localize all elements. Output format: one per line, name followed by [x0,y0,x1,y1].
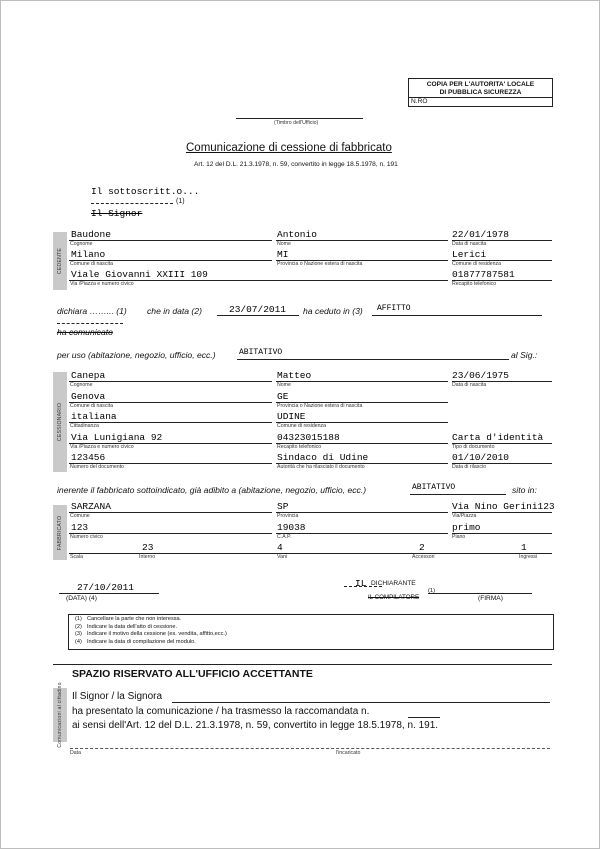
fabbricato-side-label [53,505,67,560]
building-street-value: Via Nino Gerini123 [452,501,555,512]
stamp-line [236,118,363,119]
cessionario-phone-value: 04323015188 [277,432,340,443]
located-in-text: sito in: [512,485,537,495]
cedente-side-text: CEDENTE [57,247,63,275]
building-accessories-label: Accessori [412,554,435,560]
cessionario-residence-label: Comune di residenza [277,423,327,429]
cessionario-doc-number-label: Numero del documento [70,464,124,470]
cedente-side-label [53,232,67,290]
footnotes-box [68,614,554,650]
cessionario-birthplace-label: Comune di nascita [70,403,113,409]
signature-line [428,593,532,594]
cessionario-province-value: GE [277,391,289,402]
cedente-address-value: Viale Giovanni XXIII 109 [71,269,208,280]
struck-compilatore: IL COMPILATORE [368,594,420,601]
struck-il-signor: Il Signor [91,208,143,219]
footnote-1-text: Cancellare la parte che non interessa. [87,616,182,622]
cessionario-citizenship-line [69,422,272,423]
ceded-in-text: ha ceduto in (3) [303,306,363,316]
cedente-residence-label: Comune di residenza [452,261,502,267]
building-interior-label: Interno [139,554,156,560]
compilation-date-line [59,593,159,594]
compilation-date-label: (DATA) (4) [66,595,97,602]
footnote-3 [75,631,227,637]
office-person-text: Il Signor / la Signora [72,691,163,702]
building-number-label: Numero civico [70,534,103,540]
signer-dashed-line [344,586,382,587]
in-date-text: che in data (2) [147,306,202,316]
cedente-cognome-line [69,240,272,241]
footnote-2-number: (2) [75,623,82,630]
building-rooms-label: Vani [277,554,287,560]
document-subtitle: Art. 12 del D.L. 21.3.1978, n. 59, convertito in legge 18.5.1978, n. 191 [194,161,398,168]
building-floor-value: primo [452,522,481,533]
building-use-value: ABITATIVO [412,483,456,492]
building-province-line [276,512,448,513]
cessionario-birthplace-value: Genova [71,391,106,402]
signer-dichiarante-text: DICHIARANTE [371,580,416,587]
cedente-birthplace-label: Comune di nascita [70,261,113,267]
cessionario-nome-line [276,381,448,382]
building-accessories-value: 1 [521,542,527,553]
building-use-text: inerente il fabbricato sottoindicato, già adibito a (abitazione, negozio, ufficio, ecc.) [57,485,367,495]
stamp-caption: (Timbro dell'Ufficio) [274,120,319,126]
cessionario-doc-type-value: Carta d'identità [452,432,544,443]
footnote-4-number: (4) [75,638,82,645]
copy-authority-line1: COPIA PER L'AUTORITA' LOCALE [426,81,535,88]
fabbricato-side-text: FABBRICATO [57,515,63,550]
struck-ha-comunicato: ha comunicato [57,327,113,337]
copy-authority-box [408,78,553,107]
cessionario-citizenship-value: italiana [71,411,117,422]
building-use-line [410,494,506,495]
cessionario-authority-value: Sindaco di Udine [277,452,369,463]
cedente-nome-label: Nome [277,241,291,247]
cedente-birthplace-value: Milano [71,249,106,260]
building-floor-label: Piano [452,534,466,540]
building-stair-value: 23 [142,542,154,553]
office-dotted-line [70,748,550,749]
building-comune-line [69,512,272,513]
cessionario-side-text: CESSIONARIO [57,402,63,442]
cedente-address-label: Via /Piazza e numero civico [70,281,134,287]
building-province-value: SP [277,501,289,512]
office-legal-text: ai sensi dell'Art. 12 del D.L. 21.3.1978, n. 59, convertito in legge 18.5.1978, n. 191. [72,720,439,731]
cedente-cognome-value: Baudone [71,229,111,240]
cessionario-nome-label: Nome [277,382,291,388]
signer-il-text: IL [355,578,367,589]
cessionario-birthdate-value: 23/06/1975 [452,370,510,381]
cessionario-province-label: Provincia o Nazione estera di nascita [277,403,363,409]
compilation-date-value: 27/10/2011 [77,582,135,593]
undersigned-label: Il sottoscritt.o... [91,186,200,197]
dichiara-text: dichiara ……... (1) [57,306,127,316]
office-section-divider [53,664,552,665]
cedente-birthdate-label: Data di nascita [452,241,487,247]
building-cap-label: C.A.P. [277,534,292,540]
cession-type-line [372,315,542,316]
use-question-text: per uso (abitazione, negozio, ufficio, ecc.) [57,350,216,360]
cedente-nome-value: Antonio [277,229,317,240]
cession-date-value: 23/07/2011 [229,304,287,315]
footnote-2 [75,624,177,630]
office-side-text: Comunicazioni al cittadino [57,682,63,748]
copy-authority-divider [409,97,552,98]
building-comune-value: SARZANA [71,501,111,512]
cessionario-authority-label: Autorità che ha rilasciato il documento [277,464,365,470]
undersigned-dashed-line [91,203,173,204]
cessionario-doc-number-value: 123456 [71,452,106,463]
building-floor-line [452,533,552,534]
building-interior-value: 4 [277,542,283,553]
footnote-1 [75,616,181,622]
cessionario-address-value: Via Lunigiana 92 [71,432,163,443]
footnote-3-text: Indicare il motivo della cessione (es. vendita, affitto,ecc.) [87,631,227,637]
building-entrances-label: Ingressi [519,554,538,560]
office-registered-number-line [408,717,440,718]
cessionario-residence-value: UDINE [277,411,306,422]
cedente-province-label: Provincia o Nazione estera di nascita [277,261,363,267]
cessionario-cognome-label: Cognome [70,382,93,388]
cedente-phone-label: Recapito telefonico [452,281,497,287]
cessionario-doc-type-label: Tipo di documento [452,444,495,450]
cedente-phone-value: 01877787581 [452,269,515,280]
signer-note-ref: (1) [428,588,436,594]
cession-type-value: AFFITTO [377,304,411,313]
footnote-4-text: Indicare la data di compilazione del modulo. [87,638,196,645]
office-side-label [53,682,67,748]
to-mister-text: al Sig.: [511,350,538,360]
copy-authority-number-label: N.RO [411,98,428,105]
office-presented-text: ha presentato la comunicazione / ha trasmesso la raccomandata n. [72,706,370,717]
building-cap-value: 19038 [277,522,306,533]
cedente-residence-value: Lerici [452,249,487,260]
building-cap-line [276,533,448,534]
undersigned-note-ref: (1) [176,198,185,205]
building-rooms-value: 2 [419,542,425,553]
building-province-label: Provincia [277,513,299,519]
footnote-4 [75,639,196,645]
cedente-province-value: MI [277,249,289,260]
copy-authority-line2: DI PUBBLICA SICUREZZA [439,89,522,96]
footnote-1-number: (1) [75,616,82,622]
office-clerk-label: l'incaricato [336,750,361,756]
cedente-birthdate-value: 22/01/1978 [452,229,510,240]
use-value: ABITATIVO [239,348,283,357]
dichiara-dashed-line [57,323,123,324]
document-title: Comunicazione di cessione di fabbricato [186,142,392,154]
cedente-nome-line [276,240,448,241]
cessionario-side-label [53,372,67,472]
building-stair-label: Scala [70,554,83,560]
signature-label: (FIRMA) [478,595,503,602]
cessionario-birthdate-label: Data di nascita [452,382,487,388]
cedente-cognome-label: Cognome [70,241,93,247]
cessionario-nome-value: Matteo [277,370,312,381]
footnote-3-number: (3) [75,631,82,637]
cessionario-citizenship-label: Cittadinanza [70,423,99,429]
cessionario-cognome-value: Canepa [71,370,106,381]
building-street-label: Via/Piazza [452,513,477,519]
use-line [237,359,509,360]
building-number-value: 123 [71,522,89,533]
cessionario-issue-date-value: 01/10/2010 [452,452,510,463]
office-person-line [172,702,550,703]
cessionario-phone-label: Recapito telefonico [277,444,322,450]
office-section-title: SPAZIO RISERVATO ALL'UFFICIO ACCETTANTE [72,668,313,680]
cessionario-address-label: Via /Piazza e numero civico [70,444,134,450]
cession-date-line [217,315,299,316]
office-date-label: Data [70,750,81,756]
cessionario-issue-date-label: Data di rilascio [452,464,487,470]
building-comune-label: Comune [70,513,90,519]
cessionario-cognome-line [69,381,272,382]
footnote-2-text: Indicare la data dell'atto di cessione. [87,623,178,630]
